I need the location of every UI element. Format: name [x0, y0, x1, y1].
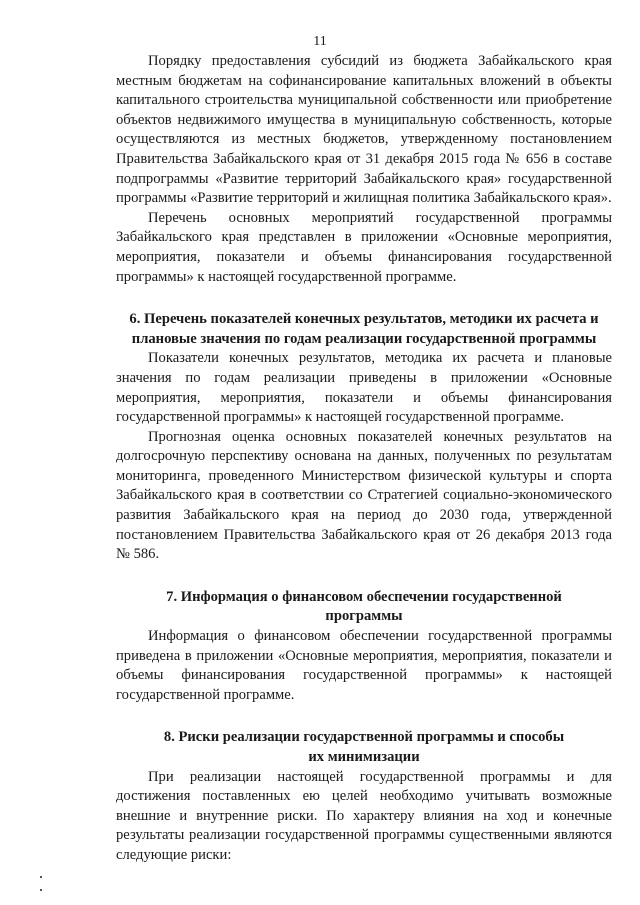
paragraph-forecast-estimate: Прогнозная оценка основных показателей конечных результатов на долгосрочную перспективу основана на данных, полученных по результатам мониторинга, проведенного Министерством физической культуры и спорта Забайкальского края в соответствии со Стратегией социально-экономического развития Забайкальского края на период до 2030 года, утвержденной постановлением Правительства Забайкальского края от 26 декабря 2013 года № 586. [116, 428, 612, 563]
paragraph-result-indicators: Показатели конечных результатов, методика их расчета и плановые значения по годам реализации приведены в приложении «Основные мероприятия, мероприятия, показатели и объемы финансирования государственной программы» к настоящей государственной программе. [116, 350, 612, 426]
section-heading-6: 6. Перечень показателей конечных результатов, методики их расчета и плановые значения по годам реализации государственной программы [129, 311, 599, 347]
section-heading-8: 8. Риски реализации государственной программы и способы их минимизации [163, 729, 565, 765]
paragraph-risks: При реализации настоящей государственной программы и для достижения поставленных ею целей необходимо учитывать возможные внешние и внутренние риски. По характеру влияния на ход и конечные результаты реализации государственной программы существенными являются следующие риски: [116, 768, 612, 863]
section-heading-7: 7. Информация о финансовом обеспечении государственной программы [166, 588, 562, 625]
scan-edge-mark [40, 876, 42, 878]
paragraph-main-activities-list: Перечень основных мероприятий государственной программы Забайкальского края представлен в приложении «Основные мероприятия, мероприятия, показатели и объемы финансирования государственной программы» к настоящей государственной программе. [116, 209, 612, 285]
scan-edge-mark [40, 889, 42, 891]
paragraph-financial-support: Информация о финансовом обеспечении государственной программы приведена в приложении «Основные мероприятия, мероприятия, показатели и объемы финансирования государственной программы» к настоящей государственной программе. [116, 628, 612, 703]
page-number: 11 [313, 34, 327, 49]
paragraph-subsidies-order: Порядку предоставления субсидий из бюджета Забайкальского края местным бюджетам на софинансирование капитальных вложений в объекты капитального строительства муниципальной собственности или приобретение объектов недвижимого имущества в муниципальную собственность, которые осуществляются из местных бюджетов, утвержденному постановлением Правительства Забайкальского края от 31 декабря 2015 года № 656 в составе подпрограммы «Развитие территорий Забайкальского края» государственной программы «Развитие территорий и жилищная политика Забайкальского края». [116, 53, 612, 207]
document-body [116, 52, 612, 866]
